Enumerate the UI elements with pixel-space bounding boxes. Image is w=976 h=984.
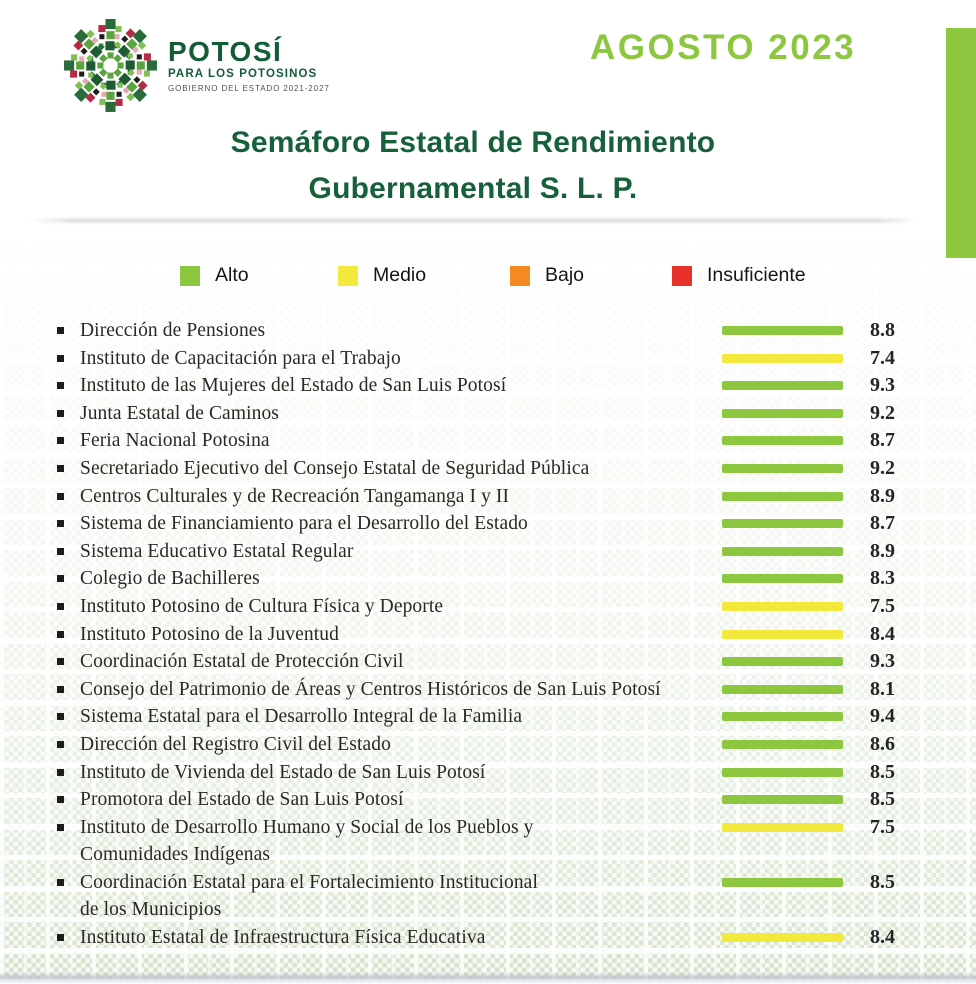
square-bullet-icon (57, 410, 64, 417)
score-value: 9.2 (870, 401, 895, 424)
table-row (57, 621, 895, 649)
rating-bar-cell (722, 786, 843, 804)
institution-name: Coordinación Estatal para el Fortalecimiento Institucional de los Municipios (80, 869, 722, 924)
rating-bar-alto (722, 519, 843, 528)
score-value: 9.4 (870, 705, 895, 728)
rating-bar-alto (722, 547, 843, 556)
page-title-line1: Semáforo Estatal de Rendimiento (230, 126, 716, 159)
rating-bar-alto (722, 712, 843, 721)
table-row (57, 648, 895, 676)
score-value: 8.4 (870, 622, 895, 645)
institution-name: Sistema de Financiamiento para el Desarrollo del Estado (80, 513, 528, 535)
header-shadow-divider (30, 219, 918, 222)
institution-name: Instituto Potosino de Cultura Física y Deporte (80, 595, 444, 617)
rating-bar-alto (722, 768, 843, 777)
table-row (57, 759, 895, 787)
square-bullet-icon (57, 575, 64, 582)
institution-name: Junta Estatal de Caminos (80, 402, 279, 424)
institution-name: Instituto Potosino de la Juventud (80, 623, 339, 645)
rating-bar-cell (722, 648, 843, 666)
rating-bar-cell (722, 455, 843, 473)
institution-list (57, 317, 895, 952)
table-row (57, 676, 895, 704)
logo-subtitle: GOBIERNO DEL ESTADO 2021-2027 (168, 84, 330, 93)
institution-name: Consejo del Patrimonio de Áreas y Centros Históricos de San Luis Potosí (80, 678, 661, 700)
score-value: 9.3 (870, 374, 895, 397)
rating-bar-cell (722, 593, 843, 611)
page-title (0, 120, 946, 212)
table-row (57, 483, 895, 511)
page-title-line2: Gubernamental S. L. P. (308, 172, 638, 205)
score-value: 7.5 (870, 815, 895, 838)
legend-swatch-medio (338, 266, 358, 286)
institution-name: Instituto de Capacitación para el Trabajo (80, 347, 401, 369)
square-bullet-icon (57, 824, 64, 831)
square-bullet-icon (57, 631, 64, 638)
score-value: 8.5 (870, 788, 895, 811)
bottom-strip (0, 972, 976, 984)
institution-name: Secretariado Ejecutivo del Consejo Estatal de Seguridad Pública (80, 457, 590, 479)
score-value: 8.9 (870, 539, 895, 562)
square-bullet-icon (57, 355, 64, 362)
table-row (57, 869, 895, 924)
institution-name: Instituto de Desarrollo Humano y Social de los Pueblos y Comunidades Indígenas (80, 814, 722, 869)
square-bullet-icon (57, 686, 64, 693)
square-bullet-icon (57, 382, 64, 389)
table-row (57, 510, 895, 538)
legend-swatch-alto (180, 266, 200, 286)
table-row (57, 786, 895, 814)
score-value: 8.5 (870, 870, 895, 893)
square-bullet-icon (57, 796, 64, 803)
square-bullet-icon (57, 493, 64, 500)
legend-label-bajo: Bajo (545, 264, 585, 286)
square-bullet-icon (57, 327, 64, 334)
legend-item-medio (338, 264, 426, 287)
score-value: 8.1 (870, 677, 895, 700)
rating-bar-cell (722, 676, 843, 694)
accent-bar (946, 28, 976, 258)
legend-label-alto: Alto (215, 264, 249, 286)
score-value: 8.5 (870, 760, 895, 783)
logo-tagline: PARA LOS POTOSINOS (168, 68, 318, 80)
square-bullet-icon (57, 879, 64, 886)
score-value: 8.6 (870, 732, 895, 755)
rating-bar-alto (722, 409, 843, 418)
logo-wordmark: POTOSÍ (168, 36, 283, 67)
rating-bar-alto (722, 795, 843, 804)
score-value: 9.2 (870, 456, 895, 479)
legend-label-medio: Medio (373, 264, 427, 286)
rating-bar-medio (722, 630, 843, 639)
rating-bar-cell (722, 814, 843, 832)
legend-item-alto (180, 264, 249, 287)
institution-name: Coordinación Estatal de Protección Civil (80, 651, 404, 673)
state-logo (168, 38, 330, 93)
institution-name: Dirección de Pensiones (80, 320, 266, 341)
table-row (57, 317, 895, 345)
institution-name: Promotora del Estado de San Luis Potosí (80, 789, 404, 811)
institution-name: Dirección del Registro Civil del Estado (80, 733, 391, 755)
rating-bar-alto (722, 492, 843, 501)
rating-bar-cell (722, 703, 843, 721)
table-row (57, 924, 895, 952)
institution-name: Centros Culturales y de Recreación Tangamanga I y II (80, 485, 510, 507)
legend-swatch-insuficiente (672, 266, 692, 286)
rating-bar-cell (722, 869, 843, 887)
legend-swatch-bajo (510, 266, 530, 286)
score-value: 8.4 (870, 926, 895, 949)
institution-name: Instituto Estatal de Infraestructura Física Educativa (80, 927, 486, 949)
table-row (57, 538, 895, 566)
table-row (57, 455, 895, 483)
rating-bar-cell (722, 565, 843, 583)
rating-bar-alto (722, 740, 843, 749)
square-bullet-icon (57, 713, 64, 720)
legend-label-insuficiente: Insuficiente (707, 264, 806, 286)
square-bullet-icon (57, 741, 64, 748)
rating-bar-cell (722, 483, 843, 501)
score-value: 8.7 (870, 429, 895, 452)
potosi-emblem-icon (62, 17, 159, 114)
score-value: 8.3 (870, 567, 895, 590)
rating-bar-cell (722, 538, 843, 556)
square-bullet-icon (57, 548, 64, 555)
square-bullet-icon (57, 658, 64, 665)
rating-bar-alto (722, 685, 843, 694)
table-row (57, 345, 895, 373)
table-row (57, 427, 895, 455)
rating-bar-alto (722, 657, 843, 666)
square-bullet-icon (57, 437, 64, 444)
table-row (57, 814, 895, 869)
institution-name: Feria Nacional Potosina (80, 430, 270, 452)
score-value: 7.5 (870, 594, 895, 617)
table-row (57, 593, 895, 621)
rating-bar-cell (722, 759, 843, 777)
score-value: 7.4 (870, 346, 895, 369)
rating-bar-cell (722, 372, 843, 390)
institution-name: Sistema Estatal para el Desarrollo Integral de la Familia (80, 706, 523, 728)
rating-bar-alto (722, 326, 843, 335)
table-row (57, 400, 895, 428)
rating-bar-medio (722, 354, 843, 363)
score-value: 8.7 (870, 512, 895, 535)
rating-bar-medio (722, 602, 843, 611)
score-value: 9.3 (870, 650, 895, 673)
rating-bar-alto (722, 436, 843, 445)
table-row (57, 731, 895, 759)
legend-item-bajo (510, 264, 584, 287)
institution-name: Sistema Educativo Estatal Regular (80, 540, 354, 562)
rating-bar-alto (722, 464, 843, 473)
rating-bar-medio (722, 933, 843, 942)
rating-bar-cell (722, 621, 843, 639)
rating-bar-cell (722, 510, 843, 528)
rating-bar-alto (722, 878, 843, 887)
rating-bar-medio (722, 823, 843, 832)
legend-item-insuficiente (672, 264, 806, 287)
square-bullet-icon (57, 520, 64, 527)
institution-name-line2: Comunidades Indígenas (80, 844, 271, 866)
rating-bar-alto (722, 574, 843, 583)
rating-bar-cell (722, 400, 843, 418)
rating-bar-cell (722, 345, 843, 363)
table-row (57, 372, 895, 400)
square-bullet-icon (57, 465, 64, 472)
rating-bar-alto (722, 381, 843, 390)
score-value: 8.8 (870, 319, 895, 341)
rating-bar-cell (722, 731, 843, 749)
rating-bar-cell (722, 427, 843, 445)
institution-name: Instituto de las Mujeres del Estado de San Luis Potosí (80, 375, 507, 397)
square-bullet-icon (57, 769, 64, 776)
institution-name: Colegio de Bachilleres (80, 568, 260, 590)
rating-bar-cell (722, 317, 843, 335)
square-bullet-icon (57, 603, 64, 610)
square-bullet-icon (57, 934, 64, 941)
table-row (57, 565, 895, 593)
table-row (57, 703, 895, 731)
rating-bar-cell (722, 924, 843, 942)
report-month: AGOSTO 2023 (590, 28, 857, 67)
institution-name-line2: de los Municipios (80, 899, 222, 921)
institution-name: Instituto de Vivienda del Estado de San Luis Potosí (80, 761, 486, 783)
score-value: 8.9 (870, 484, 895, 507)
